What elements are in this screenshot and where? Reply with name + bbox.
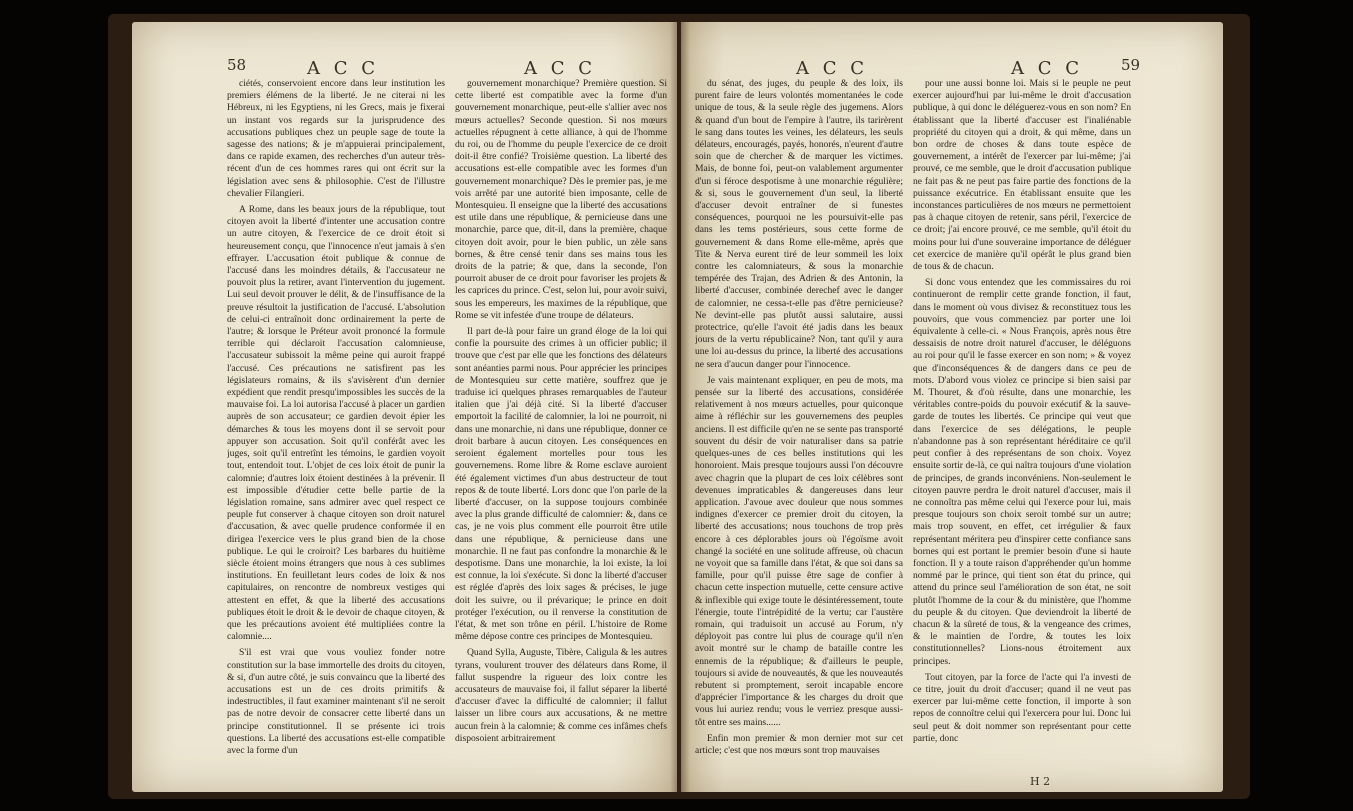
- right-col1-para-1: du sénat, des juges, du peuple & des loix, ils purent faire de leurs volontés momentanées le code unique de tous, & la seule règle des jugemens. Alors & quand d'un bout de l'empire à l'autre, ils tarirèrent le sang dans toutes les veines, les délateurs, les seuls délateurs, encouragés, payés, honorés, n'eurent d'autre soin que de chercher & de marquer les victimes. Mais, de bonne foi, peut-on valablement argumenter d'un si féroce despotisme à une monarchie régulière; & si, sous le gouvernement d'un seul, la liberté d'accuser devoit entraîner de si funestes conséquences, pourquoi ne les poursuivit-elle pas dans les tems postérieurs, sous cette forme de gouvernement & dans Rome elle-même, après que Tite & Nerva eurent tiré de leur sommeil les loix contre les calomniateurs, & sous la monarchie tempérée des Trajan, des Adrien & des Antonin, la liberté d'accuser, combinée derechef avec le danger de calomnier, ne cessa-t-elle pas d'être pernicieuse? Ne devint-elle pas plutôt aussi salutaire, aussi protectrice, qu'elle l'avoit été jadis dans les beaux jours de la vertu républicaine? Non, tant qu'il y aura une loi au-dessus du prince, la liberté des accusations ne sera d'aucun danger pour l'innocence.: [695, 78, 903, 370]
- left-column-2: [455, 78, 667, 783]
- right-col2-para-1: pour une aussi bonne loi. Mais si le peuple ne peut exercer aujourd'hui par lui-même le droit d'accusation publique, à qui donc le déléguerez-vous en son nom? En établissant que la liberté d'accuser est l'inaliénable propriété du citoyen qui a droit, & qui même, dans un bon ordre de choses & dans toute espèce de gouvernement, a intérêt de l'exercer par lui-même; j'ai prouvé, ce me semble, que le droit d'accusation publique ne fait pas & ne peut pas faire partie des fonctions de la puissance exécutrice. En établissant ensuite que les inconstances particulières de nos mœurs ne permettoient pas à chaque citoyen de retenir, sans péril, l'exercice de ce droit; j'ai encore prouvé, ce me semble, qu'il étoit du moins pour lui d'une souveraine importance de déléguer cet exercice de manière qu'il opérât le plus grand bien de tous & de chacun.: [913, 78, 1131, 273]
- right-running-head-right: A C C: [1011, 58, 1083, 79]
- right-running-head: A C C: [796, 58, 868, 79]
- right-col1-para-3: Enfin mon premier & mon dernier mot sur cet article; c'est que nos mœurs sont trop mauvaises: [695, 732, 903, 756]
- right-page: [681, 22, 1223, 792]
- left-col1-para-2: A Rome, dans les beaux jours de la république, tout citoyen avoit la liberté d'intenter une accusation contre un autre citoyen, & l'exercice de ce droit étoit si heureusement conçu, que l'innocence n'eut jamais à s'en effrayer. L'accusation étoit publique & connue de l'accusé dans les moindres détails, & l'accusateur ne pouvoit plus la retirer, avant l'intervention du jugement. Lui seul devoit prouver le délit, & de l'insuffisance de la preuve résultoit la justification de l'accusé. L'absolution de celui-ci entraînoit donc ordinairement la perte de l'autre; & lorsque le Préteur avoit prononcé la formule terrible qui déclaroit l'accusation calomnieuse, l'accusateur subissoit la même peine qui auroit frappé l'accusé. Ces précautions ne satisfirent pas les législateurs romains, & ils s'avisèrent d'un dernier expédient que rendit presqu'impossibles les succès de la mauvaise foi. La loi autorisa l'accusé à placer un gardien auprès de son accusateur; ce gardien devoit épier les démarches & tous les moyens dont il se servoit pour appuyer son accusation. Soit qu'il conférât avec les juges, soit qu'il entretînt les témoins, le gardien voyoit tout, entendoit tout. L'objet de ces loix étoit de punir la calomnie; d'autres loix étoient destinées à la prévenir. Il est impossible d'étudier cette belle partie de la législation romaine, sans admirer avec quel respect ce peuple fut conserver à chaque citoyen son droit naturel d'accusation, & avec quelle prudence conformée il en dirigea l'exercice vers le plus grand bien de la chose publique. Le qui le croiroit? Les barbares du huitième siècle étoient moins étrangers que nous à ces sublimes institutions. En feuilletant leurs codes de loix & nos capitulaires, on rencontre de nombreux vestiges qui attestent en effet, & que la liberté des accusations publiques étoit le droit & le devoir de chaque citoyen, & que les précautions avoient été multipliées contre la calomnie....: [227, 204, 445, 643]
- book-gutter: [670, 22, 690, 792]
- left-col2-para-2: Il part de-là pour faire un grand éloge de la loi qui confie la poursuite des crimes à un officier public; il trouve que c'est par elle que les fonctions des délateurs sont anéanties parmi nous. Pour apprécier les principes de Montesquieu sur cette matière, souffrez que je traduise ici quelques phrases remarquables de l'auteur italien que j'ai déjà cité. Si la liberté d'accuser emportoit la facilité de calomnier, la loi ne pourroit, ni dans une monarchie, ni dans une république, donner ce droit barbare à aucun citoyen. Les conséquences en seroient également mortelles pour tous les gouvernemens. Rome libre & Rome esclave auroient été également victimes d'un abus destructeur de tout repos & de toute liberté. Lors donc que l'on parle de la liberté d'accuser, on la suppose toujours combinée avec la plus grande difficulté de calomnier: &, dans ce cas, je ne vois plus comment elle pourroit être utile dans une république, & pernicieuse dans une monarchie. Il ne faut pas confondre la monarchie & le despotisme. Dans une monarchie, la loi existe, la loi est connue, la loi s'exécute. Si donc la liberté d'accuser est réglée d'après des loix sages & précises, le juge doit les suivre, ou il prévarique; le prince en doit protéger l'exécution, ou il renverse la constitution de l'état, & met son trône en péril. L'histoire de Rome même dépose contre ces principes de Montesquieu.: [455, 326, 667, 643]
- signature-mark: H 2: [1030, 775, 1051, 788]
- left-col2-para-3: Quand Sylla, Auguste, Tibère, Caligula & les autres tyrans, voulurent trouver des délateurs dans Rome, il fallut suspendre la rigueur des loix contre les accusateurs de mauvaise foi, il fallut séparer la liberté d'accuser d'avec la difficulté de calomnier; il fallut laisser un libre cours aux accusations, & ne mettre aucun frein à la calomnie; & comme ces infâmes chefs disposoient arbitrairement: [455, 647, 667, 744]
- left-page: [132, 22, 677, 792]
- left-col2-para-1: gouvernement monarchique? Première question. Si cette liberté est compatible avec la forme d'un gouvernement monarchique, peut-elle s'allier avec nos mœurs actuelles? Seconde question. Si nos mœurs actuelles répugnent à cette alliance, à qui de l'homme du roi, ou de l'homme du peuple l'exercice de ce droit doit-il être confié? Troisième question. La liberté des accusations est-elle compatible avec les formes d'un gouvernement monarchique? Dès le premier pas, je me vois arrêté par une autorité bien imposante, celle de Montesquieu. Il enseigne que la liberté des accusations est utile dans une république, & pernicieuse dans une monarchie, parce que, dit-il, dans la première, chaque citoyen doit avoir, pour le bien public, un zèle sans bornes, & être censé tenir dans ses mains tous les droits de la patrie; & que, dans la seconde, l'on pourroit abuser de ce droit pour favoriser les projets & les caprices du prince. C'est, selon lui, pour avoir suivi, sous les empereurs, les maximes de la république, que Rome se vit infestée d'une troupe de délateurs.: [455, 78, 667, 321]
- right-col1-para-2: Je vais maintenant expliquer, en peu de mots, ma pensée sur la liberté des accusations, considérée relativement à nos mœurs actuelles, pour quiconque aime à réfléchir sur les gouvernemens des peuples anciens. Il est difficile qu'en ne se sente pas transporté souvent du désir de voir naturaliser dans sa patrie quelques-unes de ces belles institutions qui les honoroient. Mais presque toujours aussi l'on découvre avec chagrin que la plupart de ces loix célèbres sont devenues impraticables & dangereuses dans leur application. J'avoue avec douleur que nous sommes indignes d'exercer ce premier droit du citoyen, la liberté des accusations; nous touchons de trop près encore à ces déplorables jours où l'égoïsme avoit changé la société en une solitude affreuse, où chacun ne voyoit que sa famille dans l'état, & que soi dans sa famille, pour qu'il puisse être sage de confier à chacun cette inspection mutuelle, cette censure active & inflexible qui exige toute le désintéressement, toute l'énergie, toute l'intrépidité de la vertu; car l'austère romain, qui traduisoit un accusé au Forum, n'y déployoit pas contre lui plus de courage qu'il n'en avoit montré sur le champ de bataille contre les ennemis de la république; & d'ailleurs le peuple, toujours si avide de nouveautés, & que les nouveautés rebutent si promptement, seroit incapable encore d'apprécier l'importance & les charges du droit que vous lui auriez rendu; vous le verriez presque aussi-tôt entre ses mains......: [695, 374, 903, 728]
- right-col2-para-3: Tout citoyen, par la force de l'acte qui l'a investi de ce titre, jouit du droit d'accuser; quand il ne veut pas exercer par lui-même cette fonction, il importe à son repos de connoître celui qui l'exercera pour lui. Donc lui seul peut & doit nommer son représentant pour cette partie, donc: [913, 671, 1131, 744]
- left-col1-para-1: ciétés, conservoient encore dans leur institution les premiers élémens de la liberté. Je ne citerai ni les Hébreux, ni les Egyptiens, ni les Grecs, mais je fixerai un instant vos regards sur la jurisprudence des accusations publiques chez un peuple sage de toute la sagesse des nations; & je m'appuierai principalement, dans ce rapide examen, des recherches d'un auteur très-récent d'un de ces hommes rares qui ont écrit sur la législation avec sens & philosophie. C'est de l'illustre chevalier Filangieri.: [227, 78, 445, 199]
- right-column-2: [913, 78, 1131, 783]
- left-column-1: [227, 78, 445, 783]
- left-col1-para-3: S'il est vrai que vous vouliez fonder notre constitution sur la base immortelle des droits du citoyen, & si, d'un autre côté, je suis convaincu que la liberté des accusations est un de ces droits primitifs & indestructibles, il faut examiner maintenant s'il ne seroit pas de notre devoir de consacrer cette liberté dans un principe constitutionnel. Il se présente ici trois questions. La liberté des accusations est-elle compatible avec la forme d'un: [227, 647, 445, 756]
- right-col2-para-2: Si donc vous entendez que les commissaires du roi continueront de remplir cette grande fonction, il faut, dans le moment où vous divisez & reconstituez tous les pouvoirs, que vous commenciez par porter une loi équivalente à celle-ci. « Nous François, après nous être dessaisis de notre droit naturel d'accuser, le déléguons au roi pour qu'il le fasse exercer en son nom; » & voyez que d'inconséquences & de dangers dans ce peu de mots. D'abord vous violez ce principe si bien saisi par M. Thouret, & d'où résulte, dans une monarchie, les véritables contre-poids du pouvoir exécutif & la sauve-garde de toutes les libertés. Ce principe qui veut que dans l'exercice de ses délégations, le peuple n'abandonne pas à son représentant héréditaire ce qu'il peut confier à des représentans de son choix. Voyez ensuite sortir de-là, ce qui naîtra toujours d'une violation de principes, de grands inconvéniens. Non-seulement le citoyen pauvre perdra le droit naturel d'accuser, mais il ne connoîtra pas même celui qui l'exerce pour lui, mais presque toujours son choix seroit tombé sur un autre; mais trop souvent, en effet, cet irrégulier & faux représentant méritera peu d'inspirer cette confiance sans bornes qui est portant le premier besoin d'une si haute fonction. Il y a toute raison d'appréhender qu'un homme nommé par le prince, qui tient son état du prince, qui attend du prince seul l'amélioration de son état, ne soit plutôt l'homme de la cour & du ministère, que l'homme du peuple & du citoyen. Que deviendroit la liberté de chacun & la sûreté de tous, & la vengeance des crimes, & le maintien de l'ordre, & toutes les loix constitutionnelles? Lions-nous étroitement aux principes.: [913, 277, 1131, 667]
- left-page-number: 58: [227, 56, 247, 74]
- left-running-head-right: A C C: [524, 58, 596, 79]
- left-running-head: A C C: [307, 58, 379, 79]
- right-column-1: [695, 78, 903, 783]
- right-page-number: 59: [1121, 56, 1141, 74]
